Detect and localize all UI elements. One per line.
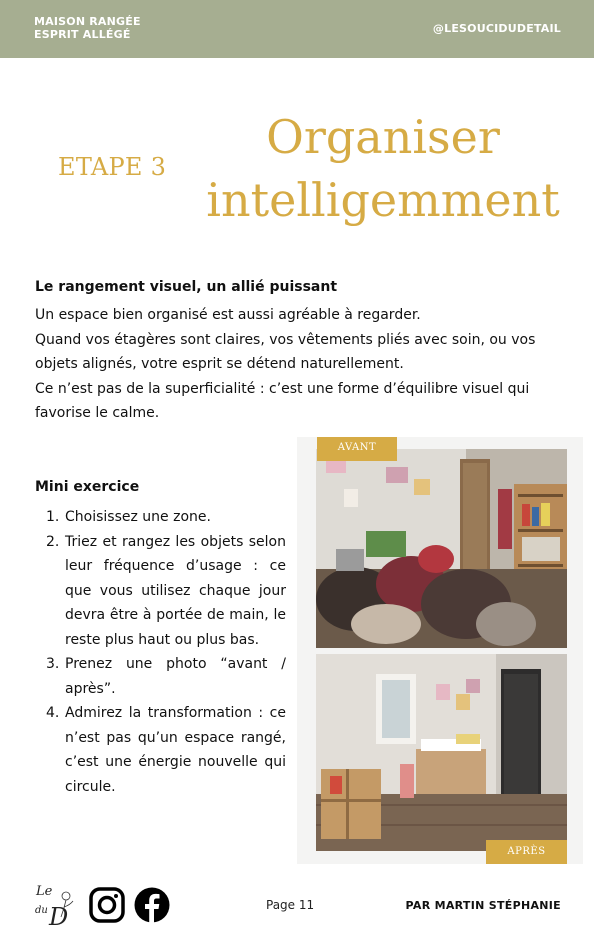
paragraph: Quand vos étagères sont claires, vos vêtements pliés avec soin, ou vos objets alignés, votre esprit se détend naturellement. bbox=[35, 331, 536, 372]
section-heading: Le rangement visuel, un allié puissant bbox=[35, 279, 338, 295]
brand-line-2: ESPRIT ALLÉGÉ bbox=[34, 28, 131, 41]
section-body bbox=[35, 303, 570, 426]
after-label: APRÈS bbox=[486, 840, 567, 864]
step-text: Choisissez une zone. bbox=[65, 509, 211, 525]
list-item bbox=[46, 652, 286, 701]
paragraph: Ce n’est pas de la superficialité : c’est une forme d’équilibre visuel qui favorise le calme. bbox=[35, 380, 530, 421]
before-photo bbox=[316, 449, 567, 648]
page-title bbox=[188, 106, 578, 232]
header-bar bbox=[0, 0, 594, 58]
list-item bbox=[46, 701, 286, 799]
exercise-heading: Mini exercice bbox=[35, 479, 140, 495]
logo-text-bottom: du bbox=[35, 905, 48, 916]
list-item bbox=[46, 530, 286, 653]
page-number: Page 11 bbox=[266, 898, 315, 912]
step-label: ETAPE 3 bbox=[58, 153, 167, 181]
step-text: Triez et rangez les objets selon leur fréquence d’usage : ce que vous utilisez chaque jour devra être à portée de main, le reste plus haut ou plus bas. bbox=[65, 533, 286, 648]
after-photo bbox=[316, 654, 567, 851]
paragraph: Un espace bien organisé est aussi agréable à regarder. bbox=[35, 307, 421, 323]
step-number: 1. bbox=[46, 509, 60, 525]
brand-tagline bbox=[34, 15, 141, 41]
list-item bbox=[46, 505, 286, 530]
brand-logo bbox=[33, 881, 79, 929]
step-number: 2. bbox=[46, 533, 60, 550]
step-text: Admirez la transformation : ce n’est pas qu’un espace rangé, c’est une énergie nouvelle qui circule. bbox=[65, 705, 286, 795]
logo-text-top: Le bbox=[36, 884, 53, 899]
before-label: AVANT bbox=[317, 437, 397, 461]
step-number: 3. bbox=[46, 656, 60, 672]
step-number: 4. bbox=[46, 705, 60, 721]
facebook-icon[interactable] bbox=[134, 887, 170, 923]
step-text: Prenez une photo “avant / après”. bbox=[65, 656, 286, 697]
logo-letter: D bbox=[49, 903, 69, 929]
exercise-steps-list bbox=[46, 505, 286, 799]
instagram-icon[interactable] bbox=[89, 887, 125, 923]
brand-line-1: MAISON RANGÉE bbox=[34, 15, 141, 28]
page-title-line-1: Organiser bbox=[266, 110, 500, 164]
author-credit: PAR MARTIN STÉPHANIE bbox=[405, 899, 561, 912]
page-title-line-2: intelligemment bbox=[206, 173, 560, 227]
social-handle: @LESOUCIDUDETAIL bbox=[432, 22, 561, 35]
